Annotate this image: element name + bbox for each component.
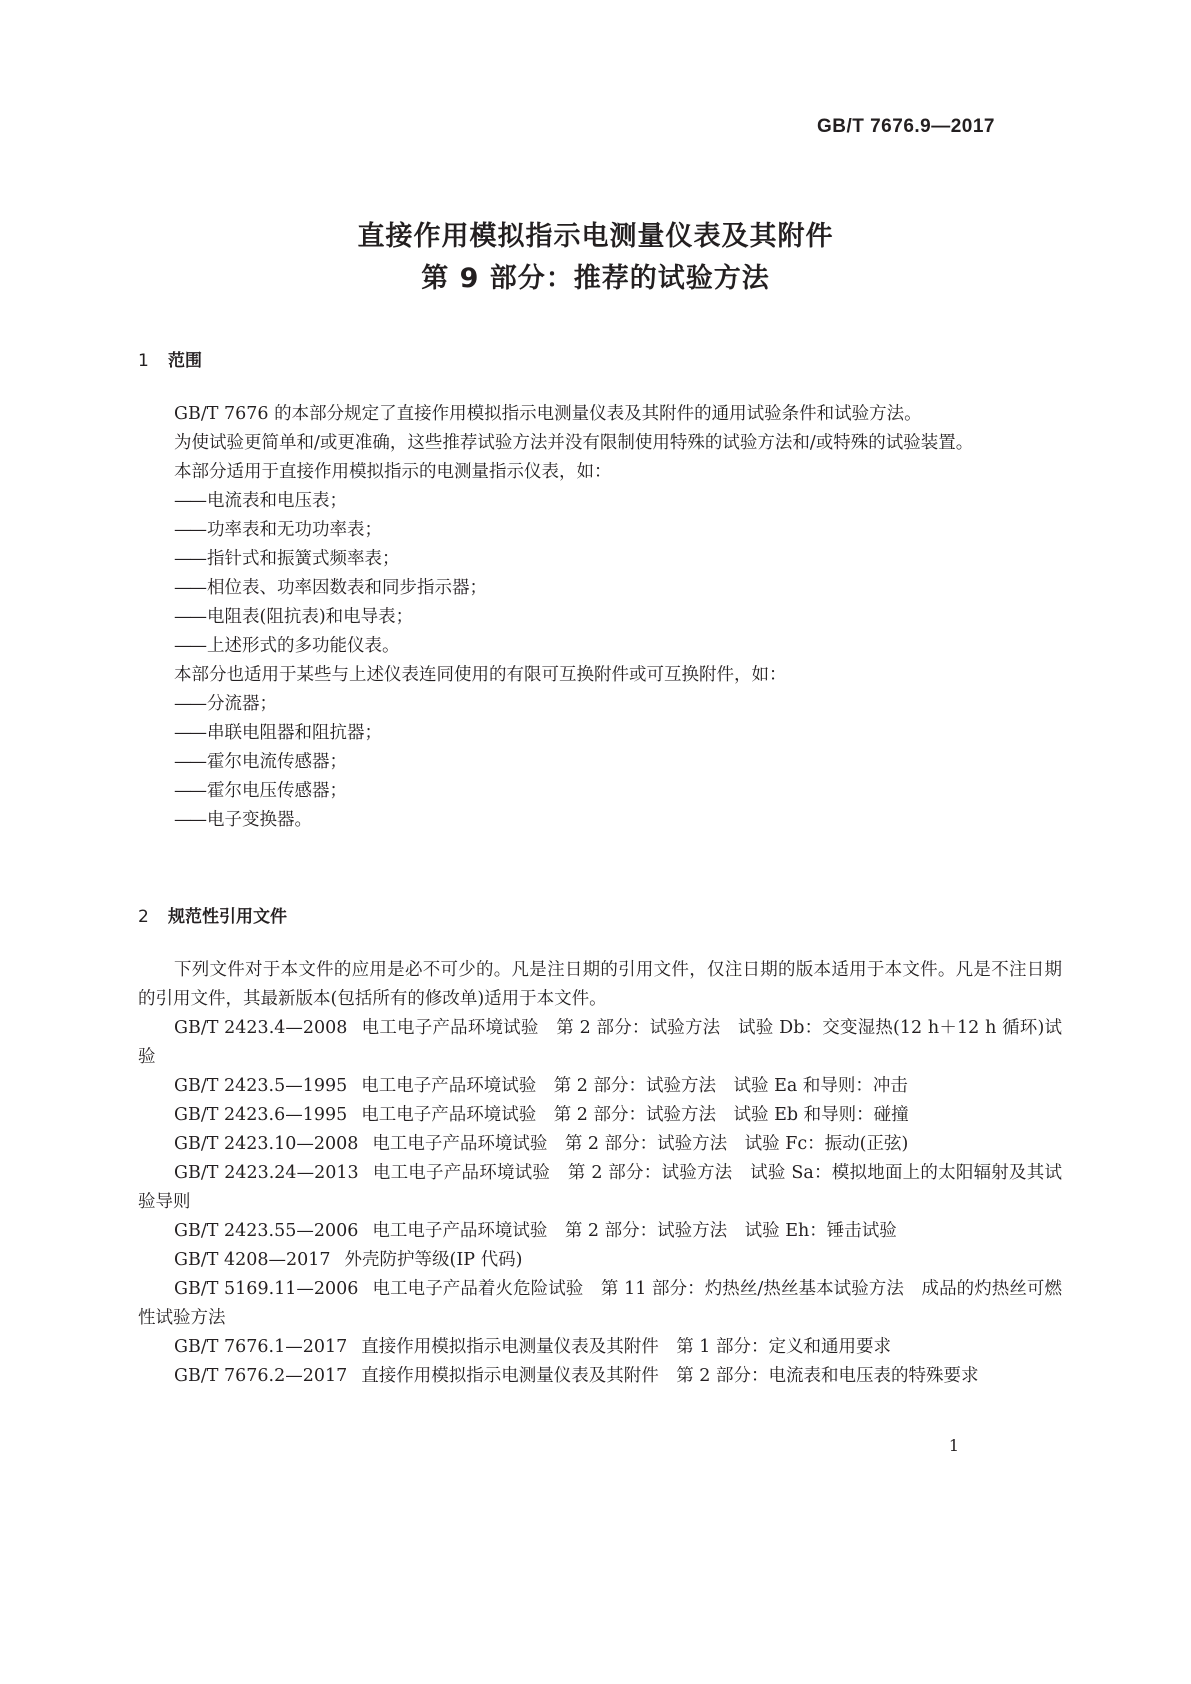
reference-item — [138, 1246, 1062, 1275]
list-item: —— 电子变换器。 — [174, 806, 1062, 835]
reference-item — [138, 1130, 1062, 1159]
document-title-line1: 直接作用模拟指示电测量仪表及其附件 — [357, 221, 834, 252]
reference-code: GB/T 2423.24—2013 — [174, 1163, 359, 1183]
reference-title: 直接作用模拟指示电测量仪表及其附件 第 2 部分：电流表和电压表的特殊要求 — [361, 1366, 979, 1386]
paragraph: 本部分适用于直接作用模拟指示的电测量指示仪表，如： — [174, 462, 612, 482]
list-item: —— 分流器； — [174, 690, 1062, 719]
reference-title: 直接作用模拟指示电测量仪表及其附件 第 1 部分：定义和通用要求 — [361, 1337, 892, 1357]
list-item: —— 功率表和无功功率表； — [174, 516, 1062, 545]
section-2-heading — [138, 902, 287, 927]
reference-item — [138, 1275, 1062, 1333]
reference-code: GB/T 2423.5—1995 — [174, 1076, 348, 1096]
reference-title: 电工电子产品环境试验 第 2 部分：试验方法 试验 Db：交变湿热(12 h＋12 h 循环)试验 — [138, 1018, 1062, 1067]
paragraph: 本部分也适用于某些与上述仪表连同使用的有限可互换附件或可互换附件，如： — [174, 665, 787, 685]
reference-item — [138, 1072, 1062, 1101]
reference-item — [138, 1362, 1062, 1391]
reference-code: GB/T 7676.1—2017 — [174, 1337, 348, 1357]
section-title: 范围 — [168, 351, 202, 371]
list-item: —— 指针式和振簧式频率表； — [174, 545, 1062, 574]
reference-item — [138, 1217, 1062, 1246]
document-title-line2: 第 9 部分：推荐的试验方法 — [421, 263, 770, 294]
list-item: —— 上述形式的多功能仪表。 — [174, 632, 1062, 661]
section-number: 2 — [138, 907, 149, 927]
reference-title: 外壳防护等级(IP 代码) — [344, 1250, 523, 1270]
reference-item — [138, 1159, 1062, 1217]
list-item: —— 霍尔电压传感器； — [174, 777, 1062, 806]
reference-title: 电工电子产品环境试验 第 2 部分：试验方法 试验 Fc：振动(正弦) — [372, 1134, 909, 1154]
list-item: —— 串联电阻器和阻抗器； — [174, 719, 1062, 748]
reference-code: GB/T 2423.4—2008 — [174, 1018, 348, 1038]
reference-title: 电工电子产品环境试验 第 2 部分：试验方法 试验 Ea 和导则：冲击 — [361, 1076, 908, 1096]
reference-title: 电工电子产品环境试验 第 2 部分：试验方法 试验 Sa：模拟地面上的太阳辐射及其试验导则 — [138, 1163, 1062, 1212]
paragraph: GB/T 7676 的本部分规定了直接作用模拟指示电测量仪表及其附件的通用试验条件和试验方法。 — [174, 404, 922, 424]
list-item: —— 电阻表(阻抗表)和电导表； — [174, 603, 1062, 632]
list-item: —— 相位表、功率因数表和同步指示器； — [174, 574, 1062, 603]
section-2-body — [138, 956, 1062, 1391]
reference-item — [138, 1014, 1062, 1072]
reference-code: GB/T 5169.11—2006 — [174, 1279, 359, 1299]
section-1-body — [138, 400, 1062, 835]
reference-item — [138, 1101, 1062, 1130]
paragraph: 为使试验更简单和/或更准确，这些推荐试验方法并没有限制使用特殊的试验方法和/或特殊的试验装置。 — [174, 433, 974, 453]
list-item: —— 霍尔电流传感器； — [174, 748, 1062, 777]
reference-title: 电工电子产品环境试验 第 2 部分：试验方法 试验 Eh：锤击试验 — [372, 1221, 897, 1241]
list-item: —— 电流表和电压表； — [174, 487, 1062, 516]
reference-title: 电工电子产品环境试验 第 2 部分：试验方法 试验 Eb 和导则：碰撞 — [361, 1105, 909, 1125]
reference-code: GB/T 2423.10—2008 — [174, 1134, 359, 1154]
section-title: 规范性引用文件 — [168, 907, 287, 927]
reference-title: 电工电子产品着火危险试验 第 11 部分：灼热丝/热丝基本试验方法 成品的灼热丝可燃性试验方法 — [138, 1279, 1062, 1328]
reference-code: GB/T 4208—2017 — [174, 1250, 331, 1270]
reference-item — [138, 1333, 1062, 1362]
reference-code: GB/T 2423.6—1995 — [174, 1105, 348, 1125]
paragraph: 下列文件对于本文件的应用是必不可少的。凡是注日期的引用文件，仅注日期的版本适用于本文件。凡是不注日期的引用文件，其最新版本(包括所有的修改单)适用于本文件。 — [138, 960, 1062, 1009]
section-number: 1 — [138, 351, 149, 371]
reference-code: GB/T 7676.2—2017 — [174, 1366, 348, 1386]
section-1-heading — [138, 346, 202, 371]
standard-number: GB/T 7676.9—2017 — [816, 116, 995, 137]
reference-code: GB/T 2423.55—2006 — [174, 1221, 359, 1241]
page-number: 1 — [948, 1436, 959, 1455]
